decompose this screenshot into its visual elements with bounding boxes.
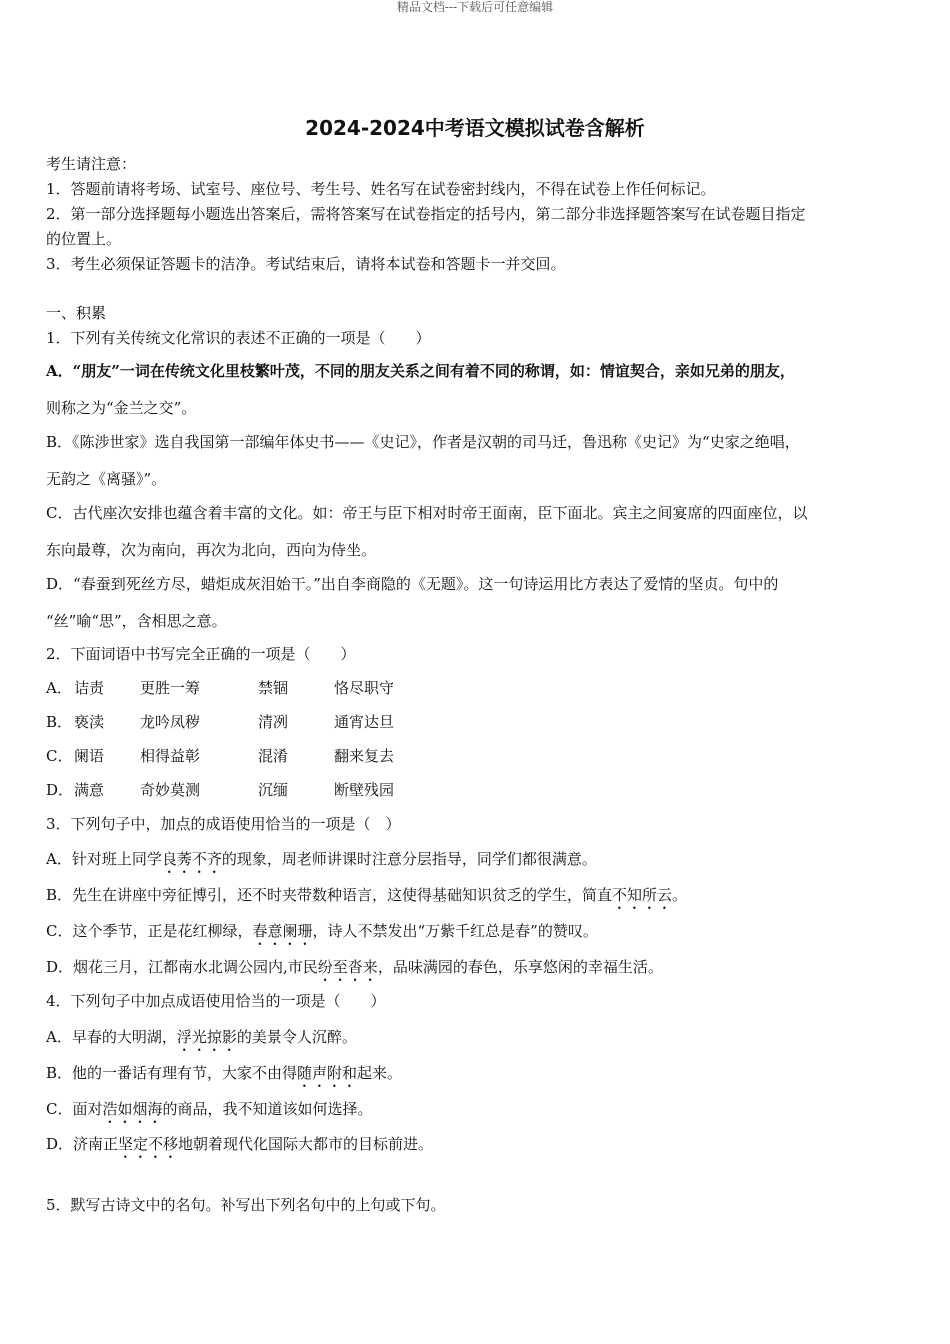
word-1: 亵渎 xyxy=(74,713,105,731)
word-1: 诘责 xyxy=(74,679,105,697)
word-2: 更胜一筹 xyxy=(140,679,201,697)
dotted-idiom: 随声附和 xyxy=(297,1064,358,1082)
page-header: 精品文档---下载后可任意编辑 xyxy=(396,0,554,14)
question-4-option-d xyxy=(46,1133,906,1162)
dotted-idiom: 春意阑珊 xyxy=(252,922,313,940)
option-label: A． xyxy=(46,679,72,697)
question-1-option-c-cont: 东向最尊，次为南向，再次为北向，西向为侍坐。 xyxy=(46,541,377,559)
question-3-option-a xyxy=(46,848,906,877)
section-heading: 一、积累 xyxy=(46,304,107,322)
question-1-option-a xyxy=(46,360,906,381)
question-1-option-d-cont: “丝”喻“思”，含相思之意。 xyxy=(46,612,227,630)
question-1-option-a-cont: 则称之为“金兰之交”。 xyxy=(46,399,197,417)
option-text-post: ，品味满园的春色，乐享悠闲的幸福生活。 xyxy=(377,958,663,976)
question-1-option-d: D．“春蚕到死丝方尽，蜡炬成灰泪始干。”出自李商隐的《无题》。这一句诗运用比方表达了爱情的坚贞。句中的 xyxy=(46,575,779,593)
question-3-option-b xyxy=(46,884,906,913)
question-2-option-a xyxy=(46,677,394,698)
notice-item-3: 3．考生必须保证答题卡的洁净。考试结束后，请将本试卷和答题卡一并交回。 xyxy=(46,255,566,273)
question-3-option-d xyxy=(46,956,906,985)
question-3-stem: 3．下列句子中，加点的成语使用恰当的一项是（ ） xyxy=(46,815,401,833)
option-label: D． xyxy=(46,781,74,799)
page-title: 2024-2024中考语文模拟试卷含解析 xyxy=(305,116,645,140)
question-4-stem: 4．下列句子中加点成语使用恰当的一项是（ ） xyxy=(46,992,386,1010)
option-text-post: 的商品，我不知道该如何选择。 xyxy=(162,1100,373,1118)
option-text-post: 起来。 xyxy=(357,1064,403,1082)
option-text-post: ，诗人不禁发出“万紫千红总是春”的赞叹。 xyxy=(312,922,598,940)
question-3-option-c xyxy=(46,920,906,949)
word-3: 混淆 xyxy=(258,747,289,765)
option-text-post: 的现象，周老师讲课时注意分层指导，同学们都很满意。 xyxy=(221,850,597,868)
dotted-idiom: 坚定不移 xyxy=(118,1135,179,1153)
dotted-idiom: 浮光掠影 xyxy=(176,1028,237,1046)
option-text-pre: C．面对 xyxy=(46,1100,103,1118)
question-2-option-b xyxy=(46,711,394,732)
word-2: 相得益彰 xyxy=(140,747,201,765)
question-4-option-b xyxy=(46,1062,906,1091)
question-2-option-d xyxy=(46,779,394,800)
option-text-pre: D．济南正 xyxy=(46,1135,119,1153)
question-4-option-c xyxy=(46,1098,906,1127)
dotted-idiom: 浩如烟海 xyxy=(102,1100,163,1118)
word-3: 禁锢 xyxy=(258,679,289,697)
option-text-pre: A．早春的大明湖， xyxy=(46,1028,177,1046)
option-text-pre: B．他的一番话有理有节，大家不由得 xyxy=(46,1064,298,1082)
question-1-stem: 1．下列有关传统文化常识的表述不正确的一项是（ ） xyxy=(46,329,431,347)
word-3: 沉缅 xyxy=(258,781,289,799)
notice-item-2-cont: 的位置上。 xyxy=(46,230,122,248)
question-1-option-b: B．《陈涉世家》选自我国第一部编年体史书——《史记》，作者是汉朝的司马迁，鲁迅称《史记》为“史家之绝唱， xyxy=(46,433,800,451)
option-text-post: 地朝着现代化国际大都市的目标前进。 xyxy=(178,1135,434,1153)
word-2: 奇妙莫测 xyxy=(140,781,201,799)
option-text-post: 的美景令人沉醉。 xyxy=(236,1028,357,1046)
option-text: A．“朋友”一词在传统文化里枝繁叶茂，不同的朋友关系之间有着不同的称谓，如：情谊契合，亲如兄弟的朋友， xyxy=(46,362,795,380)
dotted-idiom: 纷至沓来 xyxy=(317,958,378,976)
question-2-option-c xyxy=(46,745,394,766)
word-1: 阑语 xyxy=(74,747,105,765)
option-text-pre: D．烟花三月，江都南水北调公园内,市民 xyxy=(46,958,318,976)
word-4: 通宵达旦 xyxy=(334,713,395,731)
word-3: 清冽 xyxy=(258,713,289,731)
option-text-pre: C．这个季节，正是花红柳绿， xyxy=(46,922,253,940)
notice-heading: 考生请注意： xyxy=(46,155,137,173)
question-1-option-b-cont: 无韵之《离骚》”。 xyxy=(46,470,167,488)
notice-item-1: 1．答题前请将考场、试室号、座位号、考生号、姓名写在试卷密封线内，不得在试卷上作任何标记。 xyxy=(46,180,716,198)
dotted-idiom: 良莠不齐 xyxy=(161,850,222,868)
option-text-pre: A．针对班上同学 xyxy=(46,850,162,868)
question-5-stem: 5．默写古诗文中的名句。补写出下列名句中的上句或下句。 xyxy=(46,1196,446,1214)
word-2: 龙吟凤秽 xyxy=(140,713,201,731)
word-4: 翻来复去 xyxy=(334,747,395,765)
option-text-pre: B．先生在讲座中旁征博引，还不时夹带数种语言，这使得基础知识贫乏的学生，简直 xyxy=(46,886,613,904)
option-text-post: 。 xyxy=(672,886,688,904)
option-label: B． xyxy=(46,713,73,731)
notice-item-2: 2．第一部分选择题每小题选出答案后，需将答案写在试卷指定的括号内，第二部分非选择题答案写在试卷题目指定 xyxy=(46,205,806,223)
option-label: C． xyxy=(46,747,73,765)
question-1-option-c: C．古代座次安排也蕴含着丰富的文化。如：帝王与臣下相对时帝王面南，臣下面北。宾主之间宴席的四面座位，以 xyxy=(46,504,808,522)
word-4: 恪尽职守 xyxy=(334,679,395,697)
question-2-stem: 2．下面词语中书写完全正确的一项是（ ） xyxy=(46,645,356,663)
word-1: 满意 xyxy=(74,781,105,799)
dotted-idiom: 不知所云 xyxy=(612,886,673,904)
question-4-option-a xyxy=(46,1026,906,1055)
word-4: 断壁残园 xyxy=(334,781,395,799)
